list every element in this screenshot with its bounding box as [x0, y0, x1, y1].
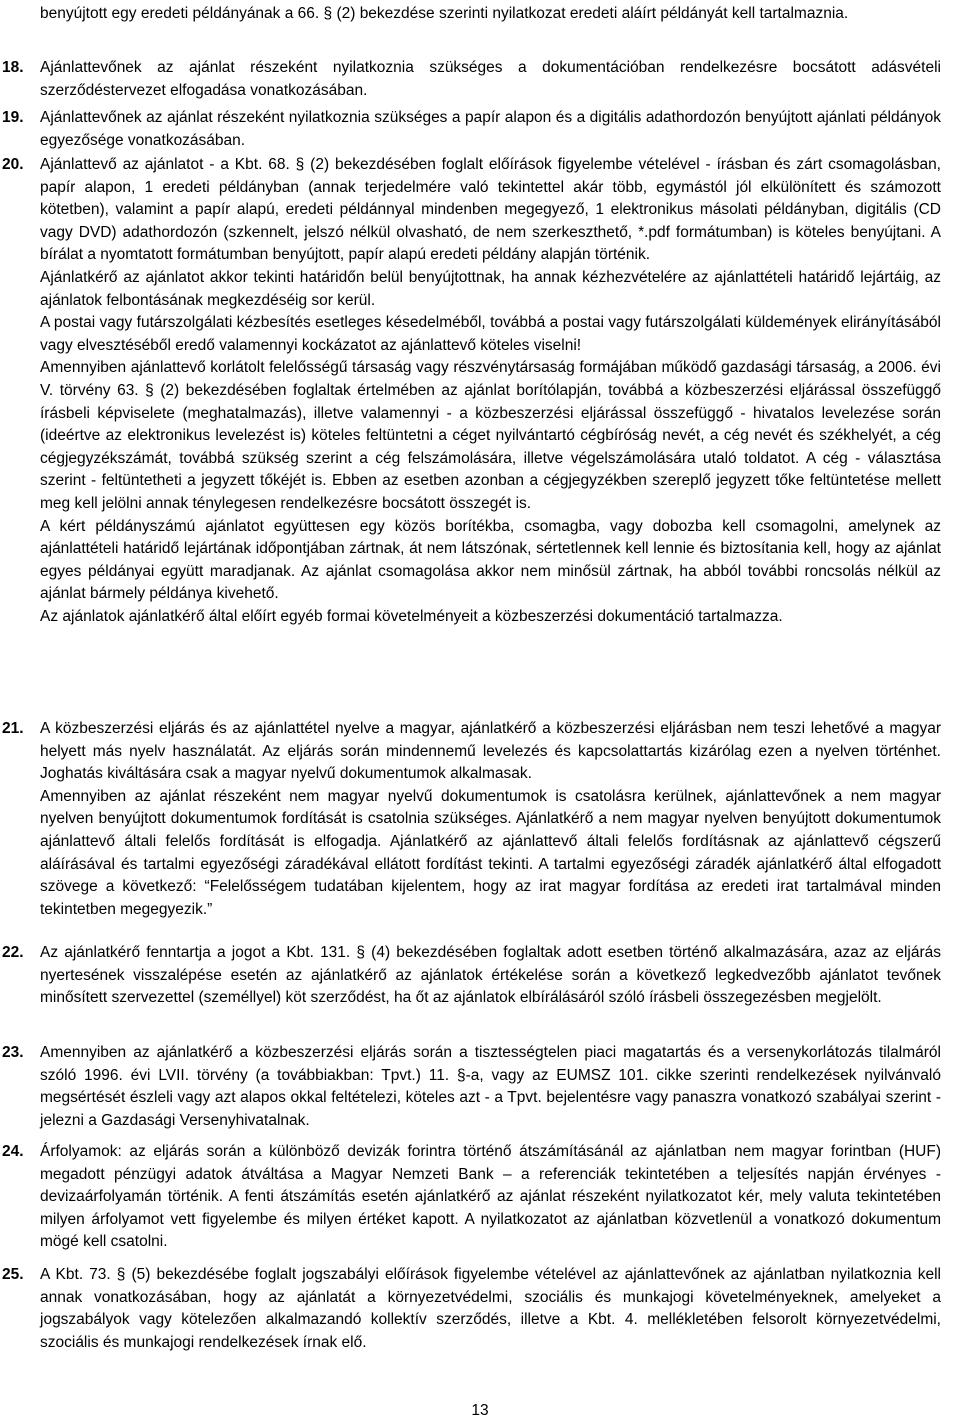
- paragraph: Ajánlattevő az ajánlatot - a Kbt. 68. § (2) bekezdésében foglalt előírások figyelembe vételével - írásban és zárt csomagolásban, papír alapon, 1 eredeti példányban (annak terjedelmére való tekintettel akár több, egymástól jól elkülönített és számozott kötetben), valamint a papír alapú, eredeti példánnyal mindenben megegyező, 1 elektronikus másolati példányban, digitális (CD vagy DVD) adathordozón (szkennelt, jelszó nélkül olvasható, de nem szerkeszthető, *.pdf formátumban) is köteles benyújtani. A bírálat a nyomtatott formátumban benyújtott, papír alapú eredeti példány alapján történik.: [40, 156, 941, 264]
- paragraph: Árfolyamok: az eljárás során a különböző devizák forintra történő átszámításánál az ajánlatban nem magyar forintban (HUF) megadott pénzügyi adatok átváltása a Magyar Nemzeti Bank – a referenciák tekintetében a teljesítés napján érvényes - devizaárfolyamán történik. A fenti átszámítás esetén ajánlatkérő az ajánlat részeként nyilatkozatot kér, mely valuta tekintetében milyen árfolyamot vett figyelembe és milyen értéket kapott. A nyilatkozatot az ajánlatban közvetlenül a vonatkozó dokumentum mögé kell csatolni.: [40, 1143, 941, 1251]
- paragraph: A Kbt. 73. § (5) bekezdésébe foglalt jogszabályi előírások figyelembe vételével az ajánlattevőnek az ajánlatban nyilatkoznia kell annak vonatkozásában, hogy az ajánlatát a környezetvédelmi, szociális és munkajogi követelményeknek, amelyeket a jogszabályok vagy kötelezően alkalmazandó kollektív szerződés, illetve a Kbt. 4. mellékletében felsorolt környezetvédelmi, szociális és munkajogi rendelkezések írnak elő.: [40, 1266, 941, 1351]
- paragraph: Ajánlattevőnek az ajánlat részeként nyilatkoznia szükséges a dokumentációban rendelkezésre bocsátott adásvételi szerződéstervezet elfogadása vonatkozásában.: [40, 59, 941, 99]
- paragraph: A közbeszerzési eljárás és az ajánlattétel nyelve a magyar, ajánlatkérő a közbeszerzési eljárásban nem teszi lehetővé a magyar helyett más nyelv használatát. Az eljárás során mindennemű levelezés és kapcsolattartás kizárólag ezen a nyelven történhet. Joghatás kiváltására csak a magyar nyelvű dokumentumok alkalmasak.: [40, 720, 941, 783]
- item-18-body: [40, 57, 941, 102]
- item-number: 24.: [2, 1143, 24, 1160]
- paragraph: Az ajánlatok ajánlatkérő által előírt egyéb formai követelményeit a közbeszerzési dokumentáció tartalmazza.: [40, 607, 783, 625]
- item-23-body: [40, 1042, 941, 1132]
- intro-text: benyújtott egy eredeti példányának a 66. § (2) bekezdése szerinti nyilatkozat eredeti aláírt példányát kell tartalmaznia.: [40, 5, 849, 22]
- item-number: 22.: [2, 944, 24, 961]
- continued-paragraph: [40, 3, 941, 26]
- paragraph: Amennyiben ajánlattevő korlátolt felelősségű társaság vagy részvénytársaság formájában működő gazdasági társaság, a 2006. évi V. törvény 63. § (2) bekezdésében foglaltak értelmében az ajánlat borítólapján, továbbá a közbeszerzési eljárással összefüggő írásbeli képviselete (meghatalmazás), illetve valamennyi - a közbeszerzési eljárással összefüggő - hivatalos levelezése során (ideértve az elektronikus levelezést is) köteles feltüntetni a céget nyilvántartó cégbíróság nevét, a cég nevét és székhelyét, a cég cégjegyzékszámát, továbbá szükség szerint a cég felszámolására, illetve végelszámolására utaló toldatot. A cég - választása szerint - feltüntetheti a jegyzett tőkéjét is. Ebben az esetben azonban a cégjegyzékben szereplő jegyzett tőke feltüntetése mellett meg kell jelölni annak ténylegesen rendelkezésre bocsátott összegét is.: [40, 359, 941, 512]
- page-number: 13: [471, 1402, 489, 1419]
- item-24-body: [40, 1141, 941, 1254]
- item-number: 25.: [2, 1266, 24, 1283]
- item-number: 19.: [2, 109, 24, 126]
- item-20-body: [40, 154, 941, 628]
- paragraph: A kért példányszámú ajánlatot együttesen egy közös borítékba, csomagba, vagy dobozba kell csomagolni, amelynek az ajánlattételi határidő lejártának időpontjában zártnak, át nem látszónak, sértetlennek kell lennie és biztosítania kell, hogy az ajánlat egyes példányai együtt maradjanak. Az ajánlat csomagolása akkor nem minősül zártnak, ha abból további roncsolás nélkül az ajánlat bármely példánya kivehető.: [40, 517, 941, 603]
- item-number: 23.: [2, 1044, 24, 1061]
- item-19-body: [40, 107, 941, 152]
- paragraph: Az ajánlatkérő fenntartja a jogot a Kbt. 131. § (4) bekezdésében foglaltak adott esetben történő alkalmazására, azaz az eljárás nyertesének visszalépése esetén az ajánlatkérő az ajánlatok értékelése során a következő legkedvezőbb ajánlatot tevőnek minősített szervezettel (személlyel) köt szerződést, ha őt az ajánlatok elbírálásáról szóló írásbeli összegezésben megjelölt.: [40, 944, 941, 1007]
- item-number: 20.: [2, 156, 24, 173]
- item-22-body: [40, 942, 941, 1010]
- item-number: 18.: [2, 59, 24, 76]
- item-25-body: [40, 1264, 941, 1354]
- paragraph: Ajánlattevőnek az ajánlat részeként nyilatkoznia szükséges a papír alapon és a digitális adathordozón benyújtott ajánlati példányok egyezősége vonatkozásában.: [40, 109, 941, 149]
- paragraph: Ajánlatkérő az ajánlatot akkor tekinti határidőn belül benyújtottnak, ha annak kézhezvételére az ajánlattételi határidő lejártáig, az ajánlatok felbontásának megkezdéséig sor kerül.: [40, 268, 941, 309]
- paragraph: Amennyiben az ajánlat részeként nem magyar nyelvű dokumentumok is csatolásra kerülnek, ajánlattevőnek a nem magyar nyelven benyújtott dokumentumok fordítását is csatolnia szükséges. Ajánlatkérő a nem magyar nyelven benyújtott dokumentumok ajánlattevő általi felelős fordítását is elfogadja. Ajánlatkérő az ajánlattevő általi felelős fordításnak az ajánlattevő cégszerű aláírásával és tartalmi egyezőségi záradékával ellátott fordítást tekinti. A tartalmi egyezőségi záradék ajánlatkérő által elfogadott szövege a következő: “Felelősségem tudatában kijelentem, hogy az irat magyar fordítása az eredeti irat tartalmával minden tekintetben megegyezik.”: [40, 787, 941, 918]
- paragraph: Amennyiben az ajánlatkérő a közbeszerzési eljárás során a tisztességtelen piaci magatartás és a versenykorlátozás tilalmáról szóló 1996. évi LVII. törvény (a továbbiakban: Tpvt.) 11. §-a, vagy az EUMSZ 101. cikke szerinti rendelkezések nyilvánvaló megsértését észleli vagy azt alapos okkal feltételezi, köteles azt - a Tpvt. bejelentésre vagy panaszra vonatkozó szabályai szerint - jelezni a Gazdasági Versenyhivatalnak.: [40, 1044, 941, 1129]
- paragraph: A postai vagy futárszolgálati kézbesítés esetleges késedelméből, továbbá a postai vagy futárszolgálati küldemények elirányításából vagy elvesztéséből eredő valamennyi kockázatot az ajánlattevő köteles viselni!: [40, 314, 941, 354]
- item-number: 21.: [2, 720, 24, 737]
- item-21-body: [40, 718, 941, 921]
